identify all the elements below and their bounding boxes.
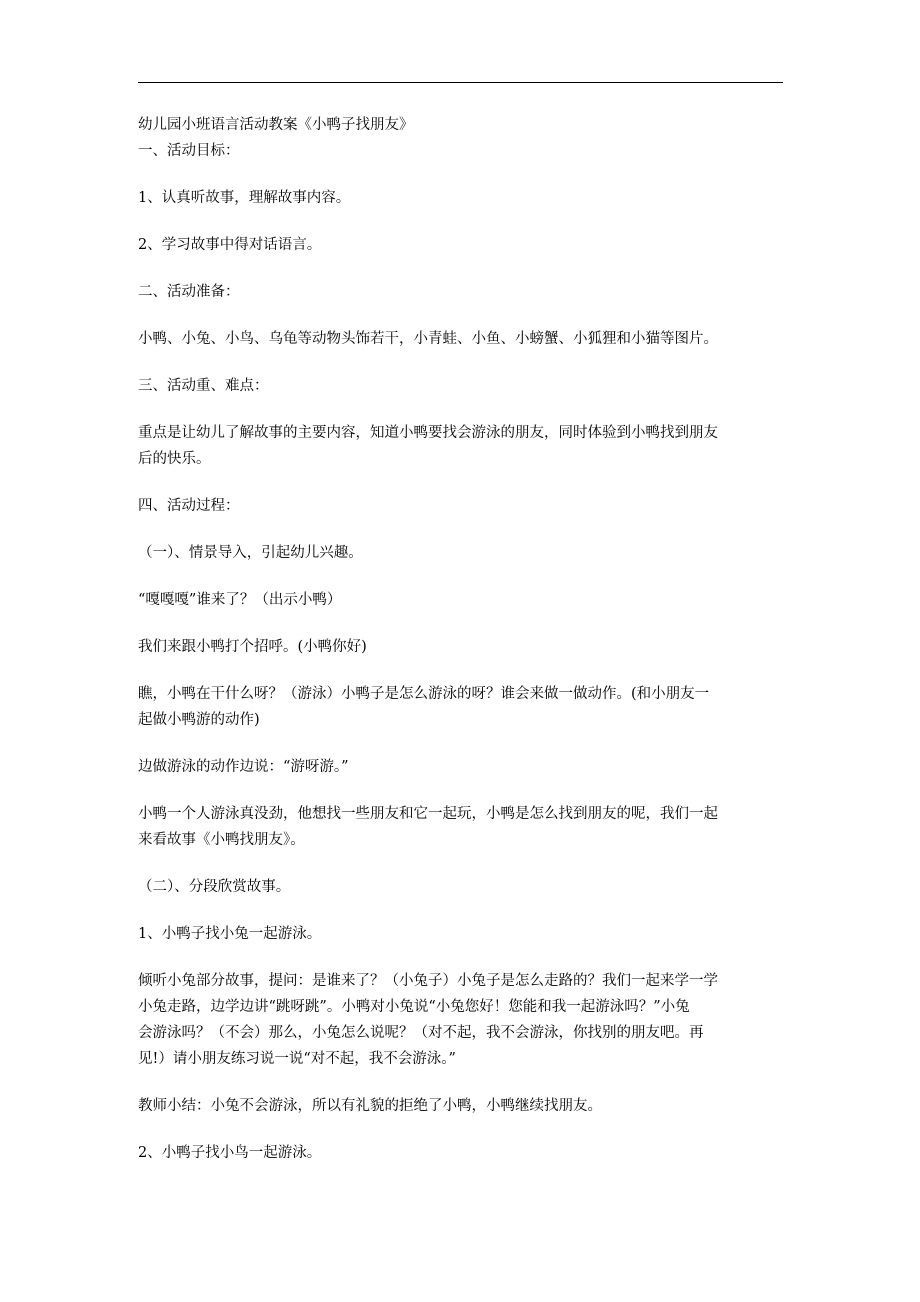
part1-text-c: 会游泳吗？（不会）那么，小兔怎么说呢？（对不起，我不会游泳，你找别的朋友吧。再 (138, 1025, 704, 1041)
part2-heading: 2、小鸭子找小鸟一起游泳。 (138, 1145, 322, 1161)
prep-heading: 二、活动准备： (138, 284, 240, 300)
document-title: 幼儿园小班语言活动教案《小鸭子找朋友》 (138, 117, 414, 133)
process-heading: 四、活动过程： (138, 498, 240, 514)
key-heading: 三、活动重、难点： (138, 378, 269, 394)
step1-line-3b: 起做小鸭游的动作) (138, 712, 260, 728)
part1-text-b: 小兔走路，边学边讲“跳呀跳”。小鸭对小兔说“小兔您好！您能和我一起游泳吗？”小兔 (138, 999, 690, 1015)
step1-line-5a: 小鸭一个人游泳真没劲，他想找一些朋友和它一起玩，小鸭是怎么找到朋友的呢，我们一起 (138, 806, 718, 822)
step1-line-1: “嘎嘎嘎”谁来了？（出示小鸭） (138, 592, 342, 608)
step1-line-2: 我们来跟小鸭打个招呼。(小鸭你好) (138, 639, 367, 655)
part1-summary: 教师小结：小兔不会游泳，所以有礼貌的拒绝了小鸭，小鸭继续找朋友。 (138, 1098, 602, 1114)
header-rule (138, 82, 783, 83)
goals-heading: 一、活动目标： (138, 143, 240, 159)
goal-item-2: 2、学习故事中得对话语言。 (138, 237, 322, 253)
document-body (138, 112, 788, 1166)
step1-line-4: 边做游泳的动作边说：“游呀游。” (138, 759, 349, 775)
prep-text: 小鸭、小兔、小鸟、乌龟等动物头饰若干，小青蛙、小鱼、小螃蟹、小狐狸和小猫等图片。 (138, 331, 718, 347)
step2-heading: （二）、分段欣赏故事。 (138, 879, 291, 895)
step1-line-3a: 瞧，小鸭在干什么呀？（游泳）小鸭子是怎么游泳的呀？谁会来做一做动作。(和小朋友一 (138, 686, 710, 702)
part1-text-a: 倾听小兔部分故事，提问：是谁来了？（小兔子）小兔子是怎么走路的？我们一起来学一学 (138, 973, 718, 989)
key-text-line-1: 重点是让幼儿了解故事的主要内容，知道小鸭要找会游泳的朋友，同时体验到小鸭找到朋友 (138, 425, 718, 441)
goal-item-1: 1、认真听故事，理解故事内容。 (138, 190, 351, 206)
step1-heading: （一）、情景导入，引起幼儿兴趣。 (138, 545, 363, 561)
key-text-line-2: 后的快乐。 (138, 451, 211, 467)
part1-text-d: 见!）请小朋友练习说一说“对不起，我不会游泳。” (138, 1051, 456, 1067)
step1-line-5b: 来看故事《小鸭找朋友》。 (138, 832, 305, 848)
part1-heading: 1、小鸭子找小兔一起游泳。 (138, 926, 322, 942)
